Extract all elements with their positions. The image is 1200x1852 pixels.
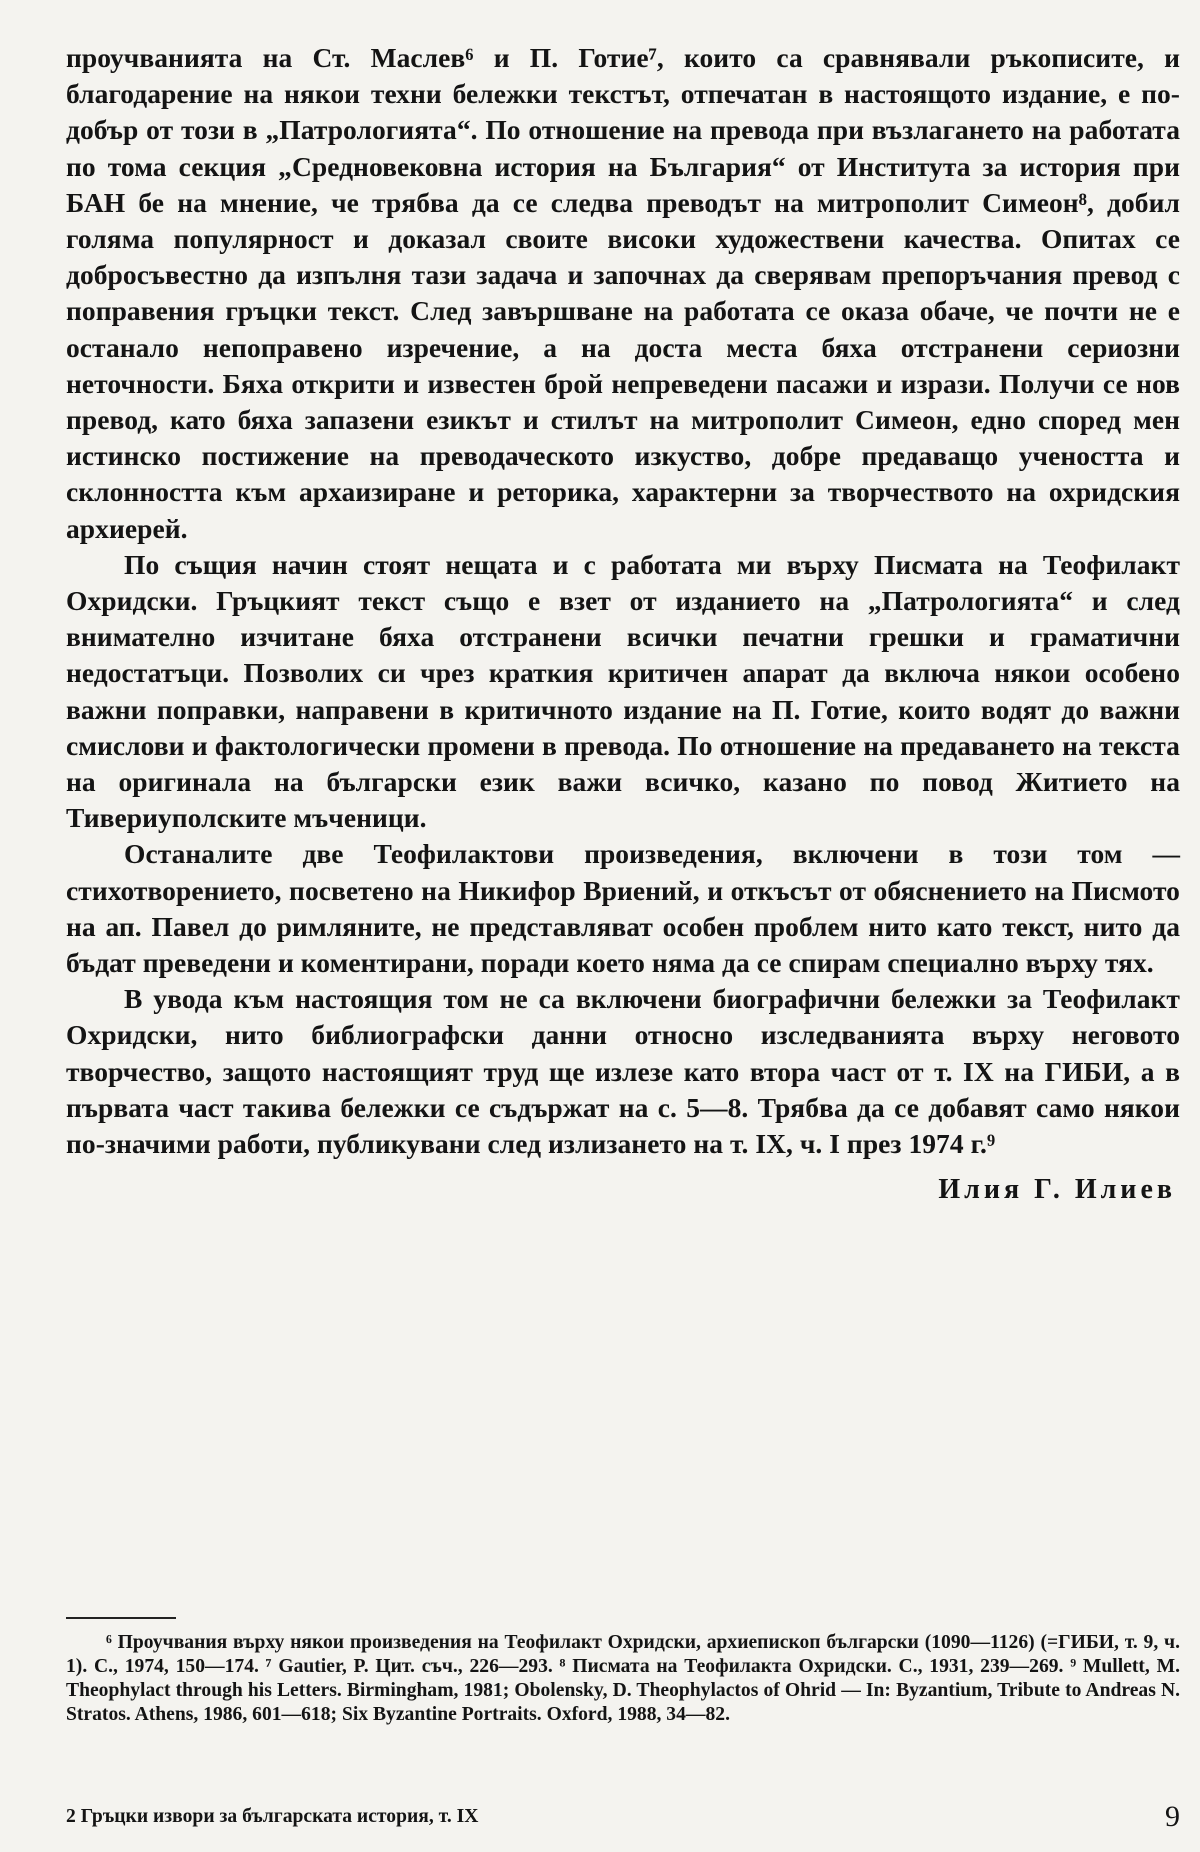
body-text	[66, 40, 1180, 1209]
page-number: 9	[1165, 1800, 1180, 1833]
paragraph-3: Останалите две Теофилактови произведения, включени в този том — стихотворението, посветено на Никифор Вриений, и откъсът от обяснението на Писмото на ап. Павел до римляните, не представляват особен проблем нито като текст, нито да бъдат преведени и коментирани, поради което няма да се спирам специално върху тях.	[66, 838, 1180, 979]
paragraph-1: проучванията на Ст. Маслев⁶ и П. Готие⁷, които са сравнявали ръкописите, и благодарение на някои техни бележки текстът, отпечатан в настоящото издание, е по-добър от този в „Патрологията“. По отношение на превода при възлагането на работата по тома секция „Средновековна история на България“ от Института за история при БАН бе на мнение, че трябва да се следва преводът на митрополит Симеон⁸, добил голяма популярност и доказал своите високи художествени качества. Опитах се добросъвестно да изпълня тази задача и започнах да сверявам препоръчания превод с поправения гръцки текст. След завършване на работата се оказа обаче, че почти не е останало непоправено изречение, а на доста места бяха отстранени сериозни неточности. Бяха открити и известен брой непреведени пасажи и изрази. Получи се нов превод, като бяха запазени езикът и стилът на митрополит Симеон, едно според мен истинско постижение на преводаческото изкуство, добре предаващо учеността и склонността към архаизиране и реторика, характерни за творчеството на охридския архиерей.	[66, 42, 1180, 544]
footnotes	[66, 1631, 1180, 1727]
paragraph-2: По същия начин стоят нещата и с работата ми върху Писмата на Теофилакт Охридски. Гръцкият текст също е взет от изданието на „Патрологията“ и след внимателно изчитане бяха отстранени всички печатни грешки и граматични недостатъци. Позволих си чрез краткия критичен апарат да включа някои особено важни поправки, направени в критичното издание на П. Готие, които водят до важни смислови и фактологически промени в превода. По отношение на предаването на текста на оригинала на български език важи всичко, казано по повод Житието на Тивериуполските мъченици.	[66, 548, 1180, 834]
footnote-divider	[66, 1617, 176, 1619]
page-footer	[66, 1800, 1180, 1840]
document-page	[66, 40, 1180, 1833]
paragraph-4: В увода към настоящия том не са включени биографични бележки за Теофилакт Охридски, нито библиографски данни относно изследванията върху неговото творчество, защото настоящият труд ще излезе като втора част от т. IX на ГИБИ, а в първата част такива бележки се съдържат на с. 5—8. Трябва да се добавят само някои по-значими работи, публикувани след излизането на т. IX, ч. I през 1974 г.⁹	[66, 983, 1180, 1160]
footnote-text: ⁶ Проучвания върху някои произведения на Теофилакт Охридски, архиепископ български (1090—1126) (=ГИБИ, т. 9, ч. 1). С., 1974, 150—174. ⁷ Gautier, P. Цит. съч., 226—293. ⁸ Писмата на Теофилакта Охридски. С., 1931, 239—269. ⁹ Mullett, M. Theophylact through his Letters. Birmingham, 1981; Obolensky, D. Theophylactos of Ohrid — In: Byzantium, Tribute to Andreas N. Stratos. Athens, 1986, 601—618; Six Byzantine Portraits. Oxford, 1988, 34—82.	[66, 1632, 1180, 1725]
series-title: 2 Гръцки извори за българската история, т. IX	[66, 1806, 479, 1827]
author-signature: Илия Г. Илиев	[938, 1174, 1176, 1206]
